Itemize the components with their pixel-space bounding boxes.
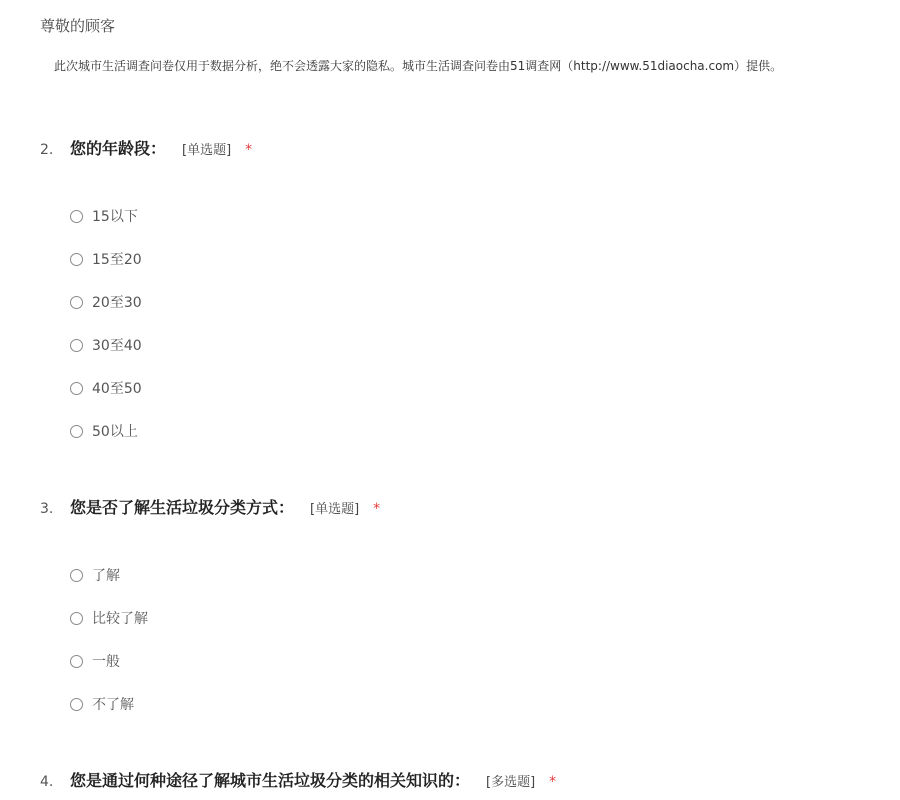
question-text: 您是否了解生活垃圾分类方式： bbox=[70, 498, 295, 517]
required-marker: * bbox=[549, 774, 557, 790]
question-number: 2. bbox=[40, 142, 54, 158]
radio-circle-icon[interactable] bbox=[70, 569, 83, 582]
radio-option-not-understand[interactable] bbox=[70, 695, 134, 713]
option-label: 不了解 bbox=[92, 697, 134, 713]
option-label: 一般 bbox=[92, 654, 120, 670]
question-type-badge: [单选题] bbox=[310, 502, 360, 517]
option-label: 15以下 bbox=[92, 209, 138, 225]
radio-option-age-20-30[interactable] bbox=[70, 293, 142, 311]
greeting-heading: 尊敬的顾客 bbox=[40, 17, 116, 35]
required-marker: * bbox=[373, 501, 381, 517]
survey-intro-text: 此次城市生活调查问卷仅用于数据分析，绝不会透露大家的隐私。城市生活调查问卷由51调查网（http://www.51diaocha.com）提供。 bbox=[54, 59, 783, 73]
question-title-4 bbox=[40, 768, 556, 791]
option-label: 20至30 bbox=[92, 295, 142, 311]
option-label: 了解 bbox=[92, 568, 120, 584]
question-title-2 bbox=[40, 136, 252, 159]
radio-option-age-15-20[interactable] bbox=[70, 250, 142, 268]
option-label: 50以上 bbox=[92, 424, 138, 440]
radio-circle-icon[interactable] bbox=[70, 382, 83, 395]
radio-option-age-30-40[interactable] bbox=[70, 336, 142, 354]
radio-circle-icon[interactable] bbox=[70, 612, 83, 625]
radio-option-age-under-15[interactable] bbox=[70, 207, 138, 225]
option-label: 40至50 bbox=[92, 381, 142, 397]
radio-option-age-40-50[interactable] bbox=[70, 379, 142, 397]
question-text: 您是通过何种途径了解城市生活垃圾分类的相关知识的： bbox=[70, 771, 471, 790]
question-text: 您的年龄段： bbox=[70, 139, 167, 158]
radio-circle-icon[interactable] bbox=[70, 425, 83, 438]
option-label: 30至40 bbox=[92, 338, 142, 354]
radio-circle-icon[interactable] bbox=[70, 698, 83, 711]
radio-circle-icon[interactable] bbox=[70, 210, 83, 223]
question-type-badge: [单选题] bbox=[182, 143, 232, 158]
radio-option-understand[interactable] bbox=[70, 566, 120, 584]
radio-option-average[interactable] bbox=[70, 652, 120, 670]
option-label: 比较了解 bbox=[92, 611, 148, 627]
question-type-badge: [多选题] bbox=[486, 775, 536, 790]
radio-option-age-over-50[interactable] bbox=[70, 422, 138, 440]
question-number: 4. bbox=[40, 774, 54, 790]
radio-circle-icon[interactable] bbox=[70, 296, 83, 309]
radio-circle-icon[interactable] bbox=[70, 253, 83, 266]
radio-circle-icon[interactable] bbox=[70, 339, 83, 352]
question-title-3 bbox=[40, 495, 380, 518]
required-marker: * bbox=[245, 142, 253, 158]
radio-option-fairly-understand[interactable] bbox=[70, 609, 148, 627]
option-label: 15至20 bbox=[92, 252, 142, 268]
question-number: 3. bbox=[40, 501, 54, 517]
radio-circle-icon[interactable] bbox=[70, 655, 83, 668]
